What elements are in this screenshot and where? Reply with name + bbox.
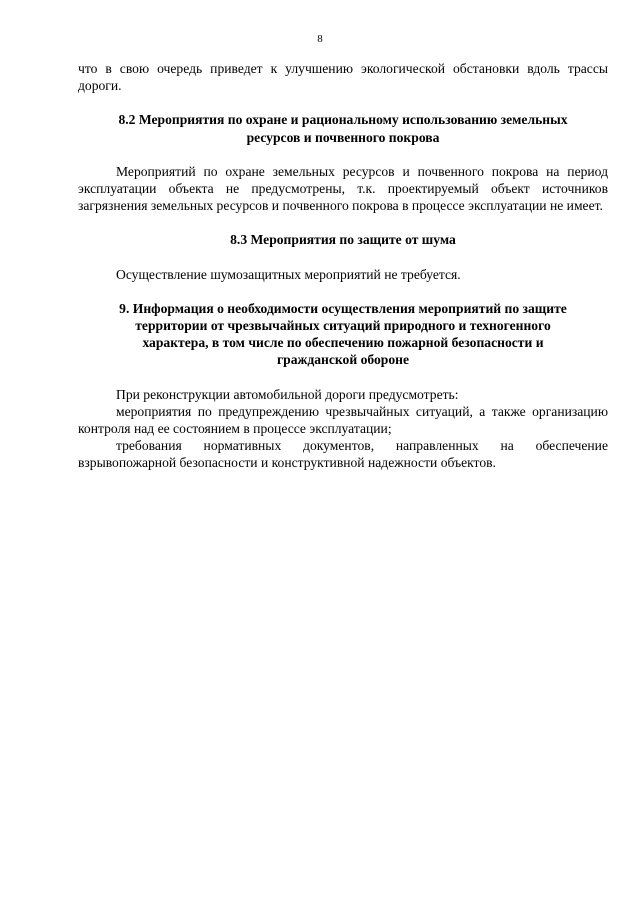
section-8-2-heading: 8.2 Мероприятия по охране и рациональному использованию земельных ресурсов и почвенного покрова: [118, 112, 568, 145]
section-9-heading: 9. Информация о необходимости осуществления мероприятий по защите территории от чрезвычайных ситуаций природного и техногенного характера, в том числе по обеспечению пожарной безопасности и гражданской обороне: [119, 300, 567, 368]
section-9-paragraph-1: При реконструкции автомобильной дороги предусмотреть:: [116, 386, 459, 402]
section-9-paragraph-3: требования нормативных документов, направленных на обеспечение взрывопожарной безопасности и конструктивной надежности объектов.: [78, 438, 608, 471]
section-8-2-paragraph: Мероприятий по охране земельных ресурсов и почвенного покрова на период эксплуатации объекта не предусмотрены, т.к. проектируемый объект источников загрязнения земельных ресурсов и почвенного покрова в процессе эксплуатации не имеет.: [78, 163, 608, 214]
page-content: [78, 60, 608, 472]
section-8-3-paragraph: Осуществление шумозащитных мероприятий не требуется.: [116, 266, 461, 282]
section-8-3-heading: 8.3 Мероприятия по защите от шума: [230, 232, 456, 248]
page-number: 8: [317, 33, 323, 45]
section-9-paragraph-2: мероприятия по предупреждению чрезвычайных ситуаций, а также организацию контроля над ее состоянием в процессе эксплуатации;: [78, 403, 608, 437]
intro-paragraph: что в свою очередь приведет к улучшению экологической обстановки вдоль трассы дороги.: [78, 61, 608, 94]
